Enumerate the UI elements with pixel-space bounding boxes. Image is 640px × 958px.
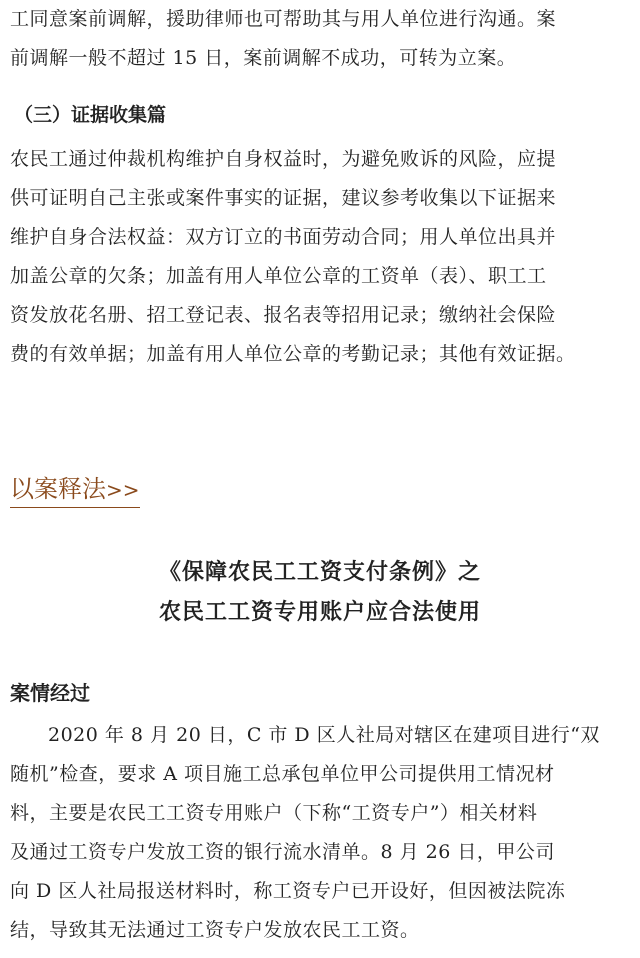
intro-line-2: 前调解一般不超过 15 日，案前调解不成功，可转为立案。	[10, 47, 517, 69]
case-paragraph	[10, 716, 626, 950]
case-explanation-link[interactable]	[10, 472, 140, 508]
case-line-4: 及通过工资专户发放工资的银行流水清单。8 月 26 日，甲公司	[10, 841, 555, 863]
evidence-line-3: 维护自身合法权益：双方订立的书面劳动合同；用人单位出具并	[10, 226, 557, 248]
case-link-label: 以案释法	[10, 475, 106, 503]
intro-paragraph	[10, 0, 626, 78]
case-line-2: 随机”检查，要求 A 项目施工总承包单位甲公司提供用工情况材	[10, 763, 555, 785]
evidence-line-5: 资发放花名册、招工登记表、报名表等招用记录；缴纳社会保险	[10, 304, 557, 326]
evidence-line-4: 加盖公章的欠条；加盖有用人单位公章的工资单（表）、职工工	[10, 265, 547, 287]
case-line-3: 料，主要是农民工工资专用账户（下称“工资专户”）相关材料	[10, 802, 538, 824]
case-line-1: 2020 年 8 月 20 日，C 市 D 区人社局对辖区在建项目进行“双	[48, 724, 600, 746]
evidence-line-6: 费的有效单据；加盖有用人单位公章的考勤记录；其他有效证据。	[10, 343, 576, 365]
intro-line-1: 工同意案前调解，援助律师也可帮助其与用人单位进行沟通。案	[10, 8, 557, 30]
case-link-arrows: >>	[106, 478, 140, 502]
evidence-line-1: 农民工通过仲裁机构维护自身权益时，为避免败诉的风险，应提	[10, 148, 557, 170]
case-line-5: 向 D 区人社局报送材料时，称工资专户已开设好，但因被法院冻	[10, 880, 566, 902]
article-title-line-2: 农民工工资专用账户应合法使用	[158, 599, 481, 625]
evidence-line-2: 供可证明自己主张或案件事实的证据，建议参考收集以下证据来	[10, 187, 557, 209]
evidence-paragraph	[10, 140, 626, 374]
case-line-6: 结，导致其无法通过工资专户发放农民工工资。	[10, 919, 420, 941]
article-title-line-1: 《保障农民工工资支付条例》之	[158, 559, 481, 585]
evidence-section-heading: （三）证据收集篇	[14, 104, 167, 126]
case-section-heading: 案情经过	[10, 681, 90, 705]
